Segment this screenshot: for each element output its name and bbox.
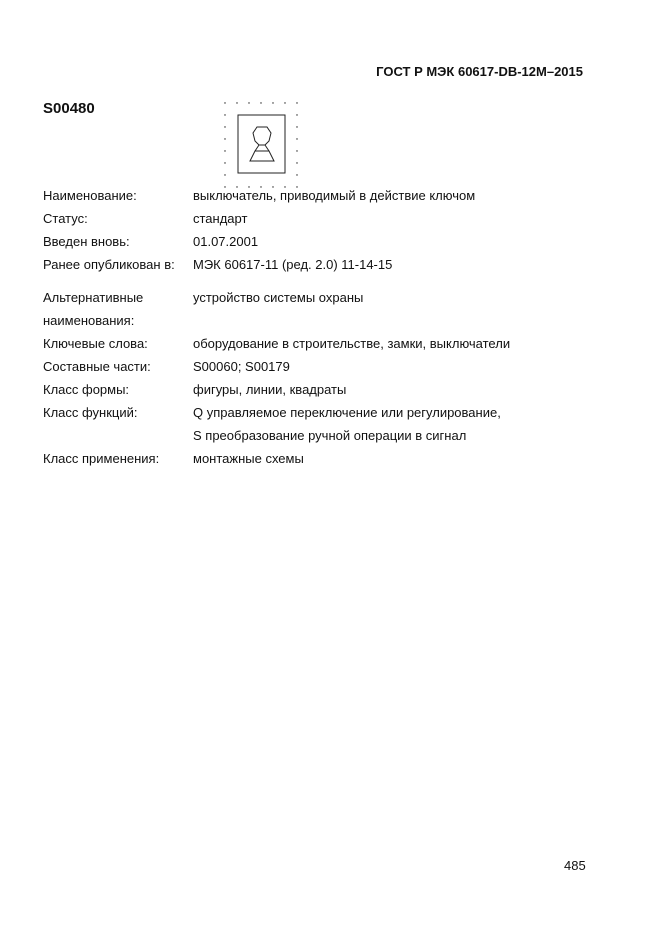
grid-dot — [236, 102, 237, 103]
grid-dot — [248, 102, 249, 103]
field-label: Класс функций: — [43, 405, 138, 420]
field-row-function-class — [43, 401, 501, 447]
grid-dot — [260, 102, 261, 103]
field-label: Класс применения: — [43, 451, 160, 466]
key-operated-switch-symbol-icon — [222, 100, 302, 190]
field-label: Класс формы: — [43, 382, 130, 397]
field-value: фигуры, линии, квадраты — [193, 382, 347, 397]
grid-dot — [296, 138, 297, 139]
field-value: МЭК 60617-11 (ред. 2.0) 11-14-15 — [193, 257, 393, 272]
symbol-code: S00480 — [43, 100, 95, 117]
grid-dot — [296, 102, 297, 103]
field-value: монтажные схемы — [193, 451, 304, 466]
field-value: Q управляемое переключение или регулирование, S преобразование ручной операции в сигнал — [193, 405, 501, 443]
field-value: стандарт — [193, 211, 248, 226]
grid-dot — [224, 114, 225, 115]
field-label: Ранее опубликован в: — [43, 257, 175, 272]
grid-dot — [224, 150, 225, 151]
grid-dot — [272, 102, 273, 103]
grid-dot — [284, 102, 285, 103]
field-row-introduced — [43, 230, 258, 253]
field-value: выключатель, приводимый в действие ключом — [193, 188, 476, 203]
field-value: 01.07.2001 — [193, 234, 259, 249]
grid-dot — [296, 114, 297, 115]
field-label: Ключевые слова: — [43, 336, 148, 351]
field-value: оборудование в строительстве, замки, выключатели — [193, 336, 511, 351]
grid-dot — [296, 150, 297, 151]
field-row-parts — [43, 355, 290, 378]
field-value: устройство системы охраны — [193, 290, 364, 305]
grid-dot — [224, 102, 225, 103]
field-label: Альтернативные наименования: — [43, 290, 144, 328]
grid-dot — [224, 162, 225, 163]
document-header: ГОСТ Р МЭК 60617-DB-12M–2015 — [376, 64, 583, 79]
field-row-keywords — [43, 332, 510, 355]
field-label: Введен вновь: — [43, 234, 130, 249]
field-label: Статус: — [43, 211, 88, 226]
field-value: S00060; S00179 — [193, 359, 290, 374]
grid-dot — [224, 138, 225, 139]
field-row-shape-class — [43, 378, 346, 401]
grid-dot — [296, 162, 297, 163]
field-label: Наименование: — [43, 188, 137, 203]
field-row-name — [43, 184, 475, 207]
field-row-previously-published — [43, 253, 392, 276]
grid-dot — [224, 126, 225, 127]
field-label: Составные части: — [43, 359, 151, 374]
field-row-status — [43, 207, 247, 230]
page-number: 485 — [564, 858, 586, 873]
field-row-application-class — [43, 447, 304, 470]
grid-dot — [296, 126, 297, 127]
grid-dot — [224, 174, 225, 175]
grid-dot — [296, 174, 297, 175]
field-row-alt-names — [43, 286, 363, 332]
